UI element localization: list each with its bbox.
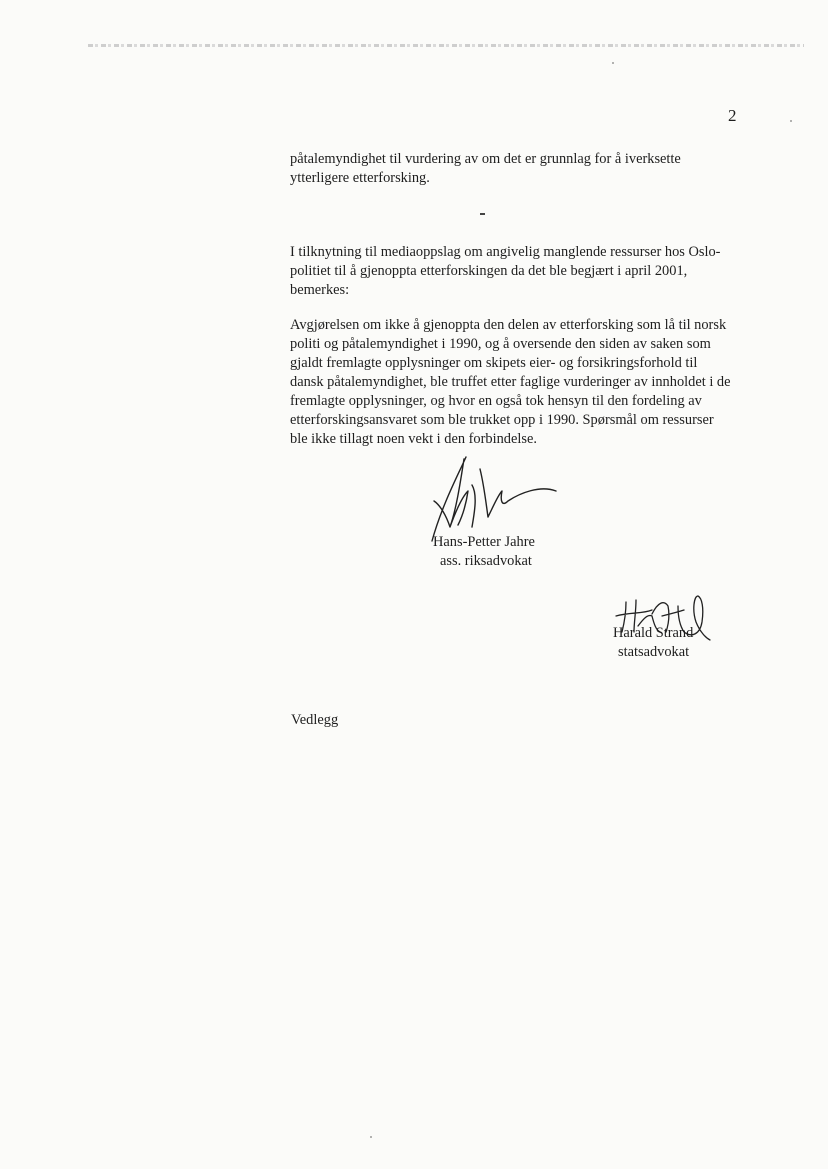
separator-mark <box>480 213 485 215</box>
text-line: fremlagte opplysninger, og hvor en også tok hensyn til den fordeling av <box>290 393 702 409</box>
text-line: etterforskingsansvaret som ble trukket opp i 1990. Spørsmål om ressurser <box>290 412 714 428</box>
scan-speck <box>370 1136 372 1138</box>
page-number: 2 <box>728 106 737 125</box>
scan-speck <box>612 62 614 64</box>
paragraph-3 <box>290 316 760 449</box>
enclosure-label: Vedlegg <box>291 712 339 728</box>
text-line: I tilknytning til mediaoppslag om angivelig manglende ressurser hos Oslo- <box>290 244 721 260</box>
signatory-title: ass. riksadvokat <box>440 553 532 569</box>
paragraph-2 <box>290 243 760 300</box>
signatory-name: Hans-Petter Jahre <box>433 534 535 550</box>
text-line: ble ikke tillagt noen vekt i den forbindelse. <box>290 431 537 447</box>
signatory-name: Harald Strand <box>613 625 694 641</box>
signature-hans-petter-jahre <box>428 455 558 545</box>
text-line: Avgjørelsen om ikke å gjenoppta den delen av etterforsking som lå til norsk <box>290 317 727 333</box>
text-line: bemerkes: <box>290 282 350 298</box>
signatory-title: statsadvokat <box>618 644 690 660</box>
scan-edge-artifact <box>88 44 804 47</box>
text-line: ytterligere etterforsking. <box>290 170 430 186</box>
text-line: gjaldt fremlagte opplysninger om skipets eier- og forsikringsforhold til <box>290 355 698 371</box>
paragraph-1 <box>290 150 760 188</box>
text-line: politiet til å gjenoppta etterforskingen da det ble begjært i april 2001, <box>290 263 688 279</box>
text-line: dansk påtalemyndighet, ble truffet etter faglige vurderinger av innholdet i de <box>290 374 731 390</box>
text-line: påtalemyndighet til vurdering av om det er grunnlag for å iverksette <box>290 151 681 167</box>
text-line: politi og påtalemyndighet i 1990, og å oversende den siden av saken som <box>290 336 711 352</box>
scan-speck <box>790 120 792 122</box>
